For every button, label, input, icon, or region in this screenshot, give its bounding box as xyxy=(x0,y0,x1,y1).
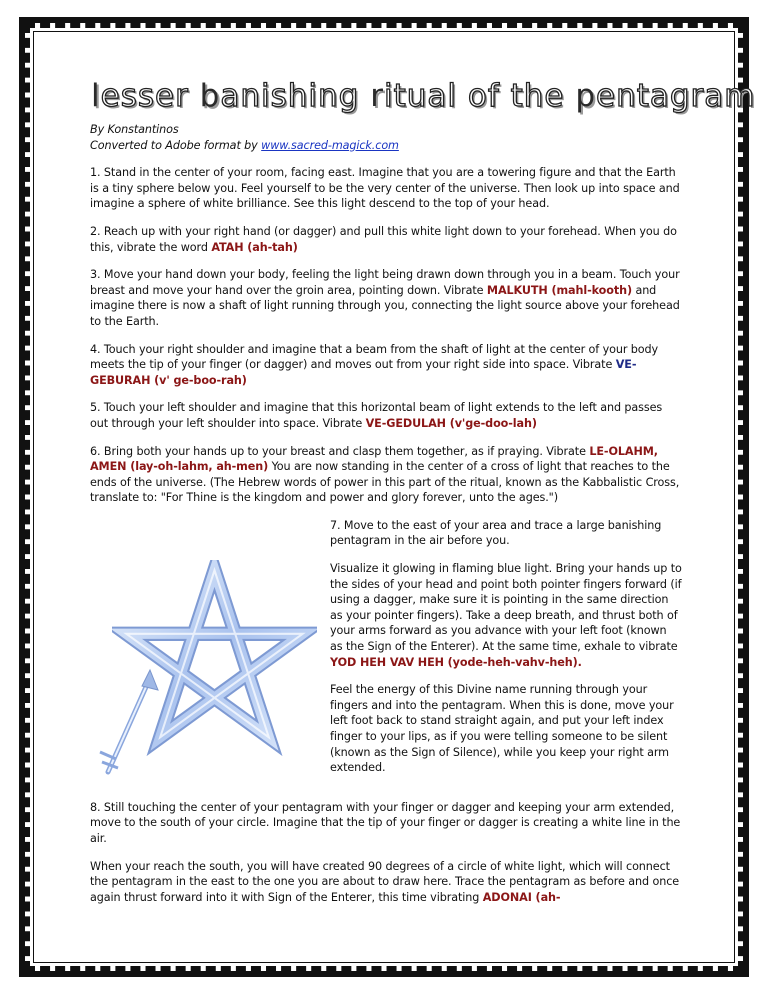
conversion-prefix: Converted to Adobe format by xyxy=(90,138,262,152)
step-7-section xyxy=(90,518,682,788)
title-initial: r xyxy=(370,78,384,114)
step-6 xyxy=(90,444,682,506)
vibration-word-yhvh: YOD HEH VAV HEH (yode-heh-vahv-heh). xyxy=(330,655,582,669)
step-5 xyxy=(90,400,682,431)
vibration-word-atah: ATAH (ah-tah) xyxy=(211,240,298,254)
step-2 xyxy=(90,224,682,255)
dagger-arrow-icon xyxy=(94,668,164,778)
step-7-text-column xyxy=(330,518,682,788)
step-8-south xyxy=(90,859,682,906)
step-7-visualize xyxy=(330,561,682,670)
step-4-text: 4. Touch your right shoulder and imagine that a beam from the shaft of light at the center of your body meets the tip of your finger (or dagger) and moves out from your right side into space. Vibrate xyxy=(90,342,659,372)
step-7-intro: 7. Move to the east of your area and trace a large banishing pentagram in the air before you. xyxy=(330,518,662,548)
byline xyxy=(90,122,682,153)
source-link[interactable]: www.sacred-magick.com xyxy=(261,138,399,152)
title-initial: b xyxy=(199,78,221,114)
step-8-south-text: When your reach the south, you will have created 90 degrees of a circle of white light, which will connect the pentagram in the east to the one you are about to draw here. Trace the pentagram as before and once again thrust forward into it with Sign of the Enterer, this time vibrating xyxy=(90,859,680,904)
step-2-text: 2. Reach up with your right hand (or dagger) and pull this white light down to your forehead. When you do this, vibrate the word xyxy=(90,224,677,254)
vibration-word-geburah-prefix: VE- xyxy=(615,358,637,372)
step-8: 8. Still touching the center of your pentagram with your finger or dagger and keeping your arm extended, move to the south of your circle. Imagine that the tip of your finger or dagger is creating a white line in the air. xyxy=(90,800,681,846)
body-content xyxy=(90,122,682,917)
title-word: esser xyxy=(100,78,200,114)
vibration-word-geburah: GEBURAH (v' ge-boo-rah) xyxy=(90,373,247,387)
step-5-text: 5. Touch your left shoulder and imagine that this horizontal beam of light extends to the left and passes out through your left shoulder into space. Vibrate xyxy=(90,401,663,430)
step-4 xyxy=(90,342,682,389)
page-title xyxy=(91,78,756,114)
title-word: entagram xyxy=(596,78,756,114)
step-7-visualize-text: Visualize it glowing in flaming blue light. Bring your hands up to the sides of your head and point both pointer fingers forward (if using a dagger, make sure it is pointing in the same direction as your pointer fingers). Take a deep breath, and thrust both of your arms forward as you advance with your left foot (known as the Sign of the Enterer). At the same time, exhale to vibrate xyxy=(330,562,682,654)
step-3-text-cont: and imagine there is now a shaft of light running through you, connecting the light source above your forehead to the Earth. xyxy=(90,283,680,328)
vibration-word-malkuth: MALKUTH (mahl-kooth) xyxy=(486,283,632,297)
vibration-word-adonai: ADONAI (ah- xyxy=(482,890,561,904)
step-3 xyxy=(90,267,682,329)
author-line: By Konstantinos xyxy=(90,123,179,136)
title-word: anishing xyxy=(220,78,371,114)
vibration-word-gedulah: VE-GEDULAH (v'ge-doo-lah) xyxy=(365,416,537,430)
step-1: 1. Stand in the center of your room, facing east. Imagine that you are a towering figure and that the Earth is a tiny sphere below you. Feel yourself to be the very center of the universe. Then look up into space and imagine a sphere of white brilliance. See this light descend to the top of your head. xyxy=(90,166,680,211)
title-initial: p xyxy=(575,78,596,114)
vibration-word-le-olahm: LE-OLAHM, AMEN (lay-oh-lahm, ah-men) xyxy=(90,444,658,474)
step-6-text: 6. Bring both your hands up to your breast and clasp them together, as if praying. Vibrate xyxy=(90,444,590,458)
pentagram-figure xyxy=(90,518,330,788)
title-word: itual of the xyxy=(383,78,576,114)
step-7-silence: Feel the energy of this Divine name running through your fingers and into the pentagram. When this is done, move your left foot back to stand straight again, and put your left index finger to your lips, as if you were telling someone to be silent (known as the Sign of Silence), while you keep your right arm extended. xyxy=(330,683,674,775)
step-3-text: 3. Move your hand down your body, feeling the light being drawn down through you in a beam. Touch your breast and move your hand over the groin area, pointing down. Vibrate xyxy=(90,268,680,297)
step-6-text-cont: You are now standing in the center of a cross of light that reaches to the ends of the universe. (The Hebrew words of power in this part of the ritual, known as the Kabbalistic Cross, translate to: "For Thine is the kingdom and power and glory forever, unto the ages.") xyxy=(90,460,680,505)
title-initial: l xyxy=(91,78,101,114)
conversion-line xyxy=(90,138,682,154)
